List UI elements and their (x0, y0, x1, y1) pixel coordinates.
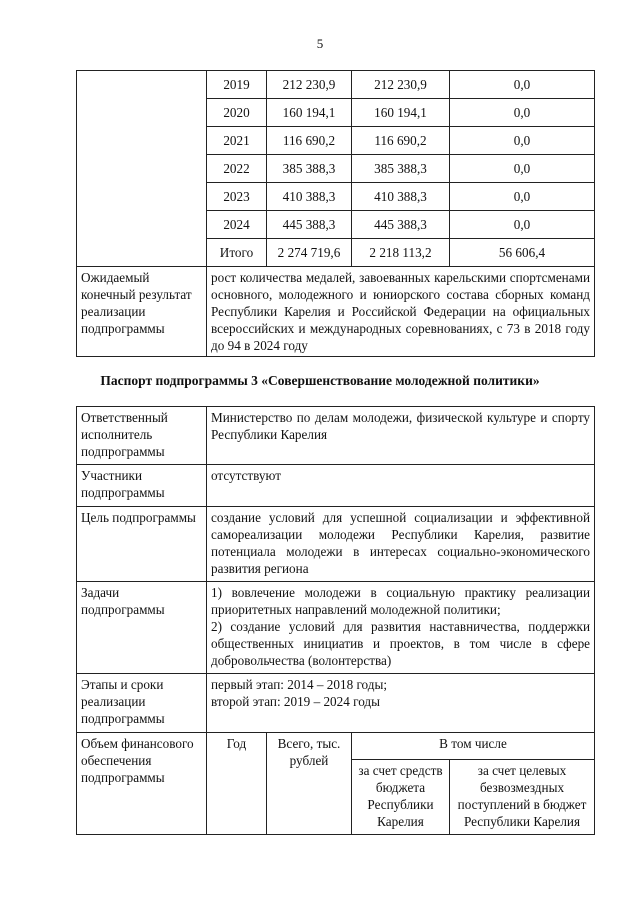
stages-label: Этапы и сроки реализации подпрограммы (77, 674, 207, 733)
col-other-header: за счет целевых безвозмездных поступлений в бюджет Республики Карелия (450, 760, 595, 835)
year-cell: 2019 (207, 71, 267, 99)
task-item: 1) вовлечение молодежи в социальную практику реализации приоритетных направлений молодежной политики; (211, 585, 591, 617)
year-cell: 2023 (207, 183, 267, 211)
budget-cell: 160 194,1 (352, 99, 450, 127)
goal-text: создание условий для успешной социализации и эффективной самореализации молодежи Республики Карелия, развитие потенциала молодежи в интересах социально-экономического развития региона (207, 507, 595, 582)
funding-header-row-1 (77, 733, 595, 760)
year-cell: 2022 (207, 155, 267, 183)
year-cell: 2024 (207, 211, 267, 239)
expected-result-row (77, 267, 595, 357)
col-budget-header: за счет средств бюджета Республики Карелия (352, 760, 450, 835)
section-heading: Паспорт подпрограммы 3 «Совершенствование молодежной политики» (100, 373, 540, 388)
other-cell: 0,0 (450, 155, 595, 183)
participants-text: отсутствуют (207, 465, 595, 507)
participants-row (77, 465, 595, 507)
goal-label: Цель подпрограммы (77, 507, 207, 582)
funding-label: Объем финансового обеспечения подпрограммы (77, 733, 207, 835)
year-cell: Итого (207, 239, 267, 267)
budget-cell: 410 388,3 (352, 183, 450, 211)
total-cell: 160 194,1 (267, 99, 352, 127)
other-cell: 0,0 (450, 183, 595, 211)
col-total-header: Всего, тыс. рублей (267, 733, 352, 835)
budget-cell: 212 230,9 (352, 71, 450, 99)
total-cell: 116 690,2 (267, 127, 352, 155)
stages-row (77, 674, 595, 733)
stage-item: первый этап: 2014 – 2018 годы; (211, 677, 387, 692)
budget-cell: 385 388,3 (352, 155, 450, 183)
expected-result-text: рост количества медалей, завоеванных карельскими спортсменами основного, молодежного и юниорского состава сборных команд Республики Карелия и Российской Федерации на официальных всероссийских и международных соревнованиях, с 73 в 2018 году до 94 в 2024 году (207, 267, 595, 357)
total-cell: 410 388,3 (267, 183, 352, 211)
executor-text: Министерство по делам молодежи, физической культуре и спорту Республики Карелия (207, 407, 595, 465)
expected-result-label: Ожидаемый конечный результат реализации подпрограммы (77, 267, 207, 357)
passport-table (76, 406, 595, 835)
executor-row (77, 407, 595, 465)
other-cell: 56 606,4 (450, 239, 595, 267)
stage-item: второй этап: 2019 – 2024 годы (211, 694, 381, 709)
col-including-header: В том числе (352, 733, 595, 760)
budget-cell: 116 690,2 (352, 127, 450, 155)
total-cell: 2 274 719,6 (267, 239, 352, 267)
other-cell: 0,0 (450, 211, 595, 239)
other-cell: 0,0 (450, 99, 595, 127)
empty-label-cell (77, 71, 207, 267)
page-number: 5 (316, 36, 324, 51)
year-cell: 2021 (207, 127, 267, 155)
other-cell: 0,0 (450, 127, 595, 155)
other-cell: 0,0 (450, 71, 595, 99)
executor-label: Ответственный исполнитель подпрограммы (77, 407, 207, 465)
year-cell: 2020 (207, 99, 267, 127)
participants-label: Участники подпрограммы (77, 465, 207, 507)
tasks-row (77, 582, 595, 674)
total-cell: 445 388,3 (267, 211, 352, 239)
funding-table-continued (76, 70, 595, 357)
col-year-header: Год (207, 733, 267, 835)
total-cell: 385 388,3 (267, 155, 352, 183)
budget-cell: 2 218 113,2 (352, 239, 450, 267)
task-item: 2) создание условий для развития наставничества, поддержки общественных инициатив и проектов, в том числе в сфере добровольчества (волонтерства) (211, 619, 591, 668)
goal-row (77, 507, 595, 582)
total-cell: 212 230,9 (267, 71, 352, 99)
table-row (77, 71, 595, 99)
budget-cell: 445 388,3 (352, 211, 450, 239)
tasks-label: Задачи подпрограммы (77, 582, 207, 674)
